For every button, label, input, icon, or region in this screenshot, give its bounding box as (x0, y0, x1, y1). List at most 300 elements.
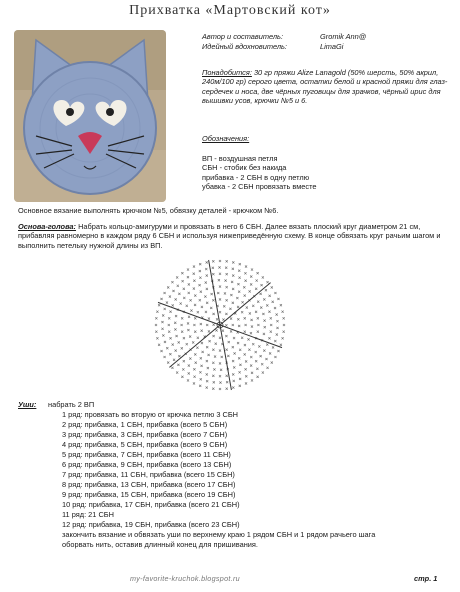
stitch-symbol (251, 372, 253, 374)
stitch-symbol (181, 272, 183, 274)
intro-paragraph: Основное вязание выполнять крючком №5, обвязку деталей - крючком №6. (18, 206, 279, 215)
base-paragraph (18, 222, 450, 250)
stitch-symbol (212, 388, 214, 390)
stitch-symbol (201, 342, 203, 344)
stitch-symbol (172, 290, 174, 292)
stitch-symbol (263, 298, 265, 300)
stitch-symbol (155, 331, 157, 333)
stitch-symbol (237, 306, 239, 308)
stitch-symbol (187, 276, 189, 278)
stitch-symbol (175, 298, 177, 300)
stitch-symbol (226, 260, 228, 262)
stitch-symbol (218, 266, 220, 268)
stitch-symbol (189, 357, 191, 359)
stitch-symbol (155, 317, 157, 319)
stitch-symbol (225, 335, 227, 337)
stitch-symbol (230, 318, 232, 320)
stitch-symbol (219, 286, 221, 288)
base-label: Основа-голова: (18, 222, 77, 231)
stitch-symbol (212, 375, 214, 377)
stitch-symbol (283, 317, 285, 319)
stitch-symbol (255, 311, 257, 313)
legend-item: прибавка - 2 СБН в одну петлю (202, 172, 310, 182)
inspirer-value: LimaGi (320, 42, 344, 51)
stitch-symbol (219, 362, 221, 364)
ears-step: набрать 2 ВП (48, 400, 95, 409)
stitch-symbol (183, 360, 185, 362)
stitch-symbol (169, 311, 171, 313)
stitch-symbol (266, 343, 268, 345)
ears-step: 3 ряд: прибавка, 3 СБН, прибавка (всего 7 СБН) (62, 430, 228, 439)
stitch-symbol (160, 350, 162, 352)
stitch-symbol (232, 373, 234, 375)
stitch-symbol (263, 319, 265, 321)
stitch-symbol (193, 368, 195, 370)
stitch-symbol (199, 263, 201, 265)
stitch-symbol (232, 360, 234, 362)
stitch-symbol (176, 371, 178, 373)
stitch-symbol (232, 324, 234, 326)
stitch-symbol (212, 267, 214, 269)
stitch-symbol (251, 379, 253, 381)
stitch-symbol (194, 331, 196, 333)
stitch-symbol (264, 326, 266, 328)
stitch-symbol (232, 288, 234, 290)
stitch-symbol (168, 324, 170, 326)
stitch-symbol (206, 387, 208, 389)
stitch-symbol (280, 304, 282, 306)
stitch-symbol (194, 304, 196, 306)
stitch-symbol (172, 304, 174, 306)
stitch-symbol (266, 367, 268, 369)
stitch-symbol (166, 347, 168, 349)
author-value: Gromik Ann@ (320, 32, 367, 41)
stitch-symbol (271, 362, 273, 364)
stitch-symbol (163, 356, 165, 358)
stitch-symbol (272, 301, 274, 303)
stitch-symbol (175, 350, 177, 352)
stitch-symbol (250, 319, 252, 321)
stitch-symbol (160, 298, 162, 300)
increase-spoke (209, 260, 220, 325)
stitch-symbol (188, 283, 190, 285)
stitch-symbol (162, 314, 164, 316)
stitch-symbol (244, 331, 246, 333)
stitch-symbol (194, 353, 196, 355)
stitch-symbol (223, 305, 225, 307)
stitch-symbol (176, 276, 178, 278)
stitch-symbol (238, 270, 240, 272)
increase-spoke (220, 325, 231, 390)
stitch-symbol (232, 387, 234, 389)
stitch-symbol (256, 279, 258, 281)
stitch-symbol (232, 274, 234, 276)
stitch-symbol (245, 368, 247, 370)
stitch-symbol (226, 273, 228, 275)
stitch-symbol (208, 318, 210, 320)
stitch-symbol (195, 362, 197, 364)
stitch-symbol (261, 363, 263, 365)
stitch-symbol (238, 325, 240, 327)
stitch-symbol (257, 331, 259, 333)
ears-step: 11 ряд: 21 СБН (62, 510, 114, 519)
stitch-symbol (255, 351, 257, 353)
stitch-symbol (262, 276, 264, 278)
stitch-symbol (193, 376, 195, 378)
stitch-symbol (257, 272, 259, 274)
stitch-symbol (187, 322, 189, 324)
stitch-symbol (213, 335, 215, 337)
stitch-symbol (211, 293, 213, 295)
stitch-symbol (206, 274, 208, 276)
stitch-symbol (171, 367, 173, 369)
stitch-symbol (201, 330, 203, 332)
base-text: Набрать кольцо-амигуруми и провязать в него 6 СБН. Далее вязать плоский круг диаметром 21 см, прибавляя равномерно в каждом ряду 6 СБН и используя нижеприведённую схему. В конце обвязать круг рачьим шагом и выполнить петельку нужной длины из ВП. (18, 222, 441, 250)
stitch-symbol (193, 280, 195, 282)
stitch-symbol (164, 341, 166, 343)
stitch-symbol (214, 356, 216, 358)
stitch-symbol (270, 317, 272, 319)
stitch-symbol (272, 346, 274, 348)
stitch-symbol (241, 337, 243, 339)
stitch-symbol (239, 263, 241, 265)
stitch-symbol (227, 355, 229, 357)
stitch-symbol (226, 286, 228, 288)
stitch-symbol (193, 324, 195, 326)
materials-label: Понадобится: (202, 68, 252, 77)
stitch-symbol (226, 349, 228, 351)
stitch-symbol (230, 294, 232, 296)
stitch-symbol (232, 302, 234, 304)
stitch-symbol (208, 340, 210, 342)
stitch-symbol (246, 306, 248, 308)
stitch-symbol (219, 311, 221, 313)
stitch-symbol (213, 324, 215, 326)
stitch-symbol (182, 280, 184, 282)
ears-step: 6 ряд: прибавка, 9 СБН, прибавка (всего 13 СБН) (62, 460, 232, 469)
stitch-symbol (164, 308, 166, 310)
stitch-symbol (175, 335, 177, 337)
stitch-symbol (269, 295, 271, 297)
ears-label: Уши: (18, 400, 37, 409)
stitch-symbol (168, 317, 170, 319)
stitch-symbol (200, 378, 202, 380)
stitch-symbol (268, 337, 270, 339)
stitch-symbol (244, 272, 246, 274)
stitch-symbol (174, 328, 176, 330)
stitch-symbol (241, 311, 243, 313)
stitch-symbol (222, 330, 224, 332)
stitch-symbol (172, 343, 174, 345)
stitch-symbol (260, 284, 262, 286)
stitch-symbol (276, 333, 278, 335)
stitch-symbol (245, 360, 247, 362)
stitch-symbol (205, 281, 207, 283)
stitch-symbol (263, 350, 265, 352)
page-number: стр. 1 (414, 574, 438, 583)
stitch-symbol (217, 292, 219, 294)
stitch-symbol (212, 349, 214, 351)
stitch-symbol (199, 299, 201, 301)
stitch-symbol (219, 260, 221, 262)
stitch-symbol (239, 378, 241, 380)
stitch-symbol (251, 268, 253, 270)
stitch-symbol (219, 375, 221, 377)
stitch-symbol (208, 330, 210, 332)
stitch-symbol (215, 343, 217, 345)
stitch-symbol (266, 281, 268, 283)
stitch-symbol (233, 337, 235, 339)
stitch-symbol (173, 359, 175, 361)
stitch-symbol (212, 273, 214, 275)
stitch-symbol (276, 320, 278, 322)
stitch-symbol (167, 286, 169, 288)
stitch-symbol (237, 342, 239, 344)
stitch-symbol (282, 337, 284, 339)
stitch-symbol (238, 357, 240, 359)
ears-step: 4 ряд: прибавка, 5 СБН, прибавка (всего 9 СБН) (62, 440, 228, 449)
stitch-symbol (263, 333, 265, 335)
stitch-symbol (156, 337, 158, 339)
stitch-symbol (174, 322, 176, 324)
inspirer-label: Идейный вдохновитель: (202, 42, 287, 51)
legend-item: убавка - 2 СБН провязать вместе (202, 182, 317, 192)
stitch-symbol (250, 276, 252, 278)
stitch-symbol (257, 324, 259, 326)
stitch-symbol (186, 305, 188, 307)
stitch-symbol (180, 302, 182, 304)
stitch-symbol (188, 372, 190, 374)
stitch-symbol (161, 321, 163, 323)
stitch-symbol (265, 289, 267, 291)
stitch-symbol (258, 345, 260, 347)
stitch-symbol (232, 261, 234, 263)
stitch-symbol (166, 302, 168, 304)
stitch-symbol (280, 344, 282, 346)
stitch-symbol (283, 324, 285, 326)
ears-step: 10 ряд: прибавка, 17 СБН, прибавка (всего 21 СБН) (62, 500, 240, 509)
stitch-symbol (206, 261, 208, 263)
stitch-symbol (243, 286, 245, 288)
stitch-symbol (252, 343, 254, 345)
stitch-symbol (251, 325, 253, 327)
stitch-symbol (212, 299, 214, 301)
stitch-symbol (250, 283, 252, 285)
stitch-symbol (237, 318, 239, 320)
stitch-symbol (218, 279, 220, 281)
stitch-symbol (277, 298, 279, 300)
ears-step: 9 ряд: прибавка, 15 СБН, прибавка (всего 19 СБН) (62, 490, 236, 499)
stitch-symbol (193, 288, 195, 290)
stitch-symbol (219, 298, 221, 300)
stitch-symbol (274, 340, 276, 342)
stitch-symbol (250, 365, 252, 367)
stitch-symbol (232, 268, 234, 270)
stitch-symbol (271, 286, 273, 288)
stitch-symbol (189, 299, 191, 301)
stitch-symbol (224, 279, 226, 281)
stitch-symbol (219, 388, 221, 390)
stitch-symbol (202, 351, 204, 353)
stitch-symbol (181, 376, 183, 378)
stitch-symbol (277, 350, 279, 352)
stitch-symbol (194, 294, 196, 296)
stitch-symbol (228, 341, 230, 343)
stitch-symbol (262, 313, 264, 315)
stitch-symbol (206, 373, 208, 375)
stitch-symbol (181, 324, 183, 326)
materials-paragraph (202, 68, 452, 106)
ears-steps (48, 400, 375, 550)
stitch-symbol (276, 313, 278, 315)
stitch-symbol (256, 368, 258, 370)
stitch-symbol (270, 324, 272, 326)
stitch-symbol (212, 362, 214, 364)
stitch-symbol (189, 335, 191, 337)
stitch-symbol (239, 385, 241, 387)
stitch-symbol (199, 277, 201, 279)
stitch-symbol (188, 316, 190, 318)
stitch-symbol (200, 323, 202, 325)
stitch-symbol (269, 352, 271, 354)
crochet-circle-chart (150, 255, 290, 395)
stitch-symbol (219, 350, 221, 352)
stitch-symbol (183, 337, 185, 339)
stitch-symbol (158, 304, 160, 306)
stitch-symbol (244, 344, 246, 346)
stitch-symbol (270, 331, 272, 333)
stitch-symbol (232, 346, 234, 348)
legend-list (202, 154, 452, 192)
increase-spoke (220, 325, 282, 348)
stitch-symbol (188, 292, 190, 294)
stitch-symbol (226, 299, 228, 301)
stitch-symbol (238, 277, 240, 279)
legend-item: СБН - стобик без накида (202, 163, 287, 173)
stitch-symbol (250, 356, 252, 358)
stitch-symbol (201, 306, 203, 308)
stitch-symbol (216, 318, 218, 320)
stitch-symbol (204, 295, 206, 297)
stitch-symbol (193, 265, 195, 267)
stitch-symbol (200, 291, 202, 293)
stitch-symbol (257, 301, 259, 303)
stitch-symbol (255, 288, 257, 290)
stitch-symbol (200, 357, 202, 359)
stitch-symbol (260, 355, 262, 357)
stitch-symbol (220, 369, 222, 371)
stitch-symbol (196, 347, 198, 349)
stitch-symbol (237, 283, 239, 285)
stitch-symbol (177, 364, 179, 366)
stitch-symbol (199, 270, 201, 272)
stitch-symbol (257, 317, 259, 319)
stitch-symbol (169, 353, 171, 355)
ears-step: 2 ряд: прибавка, 1 СБН, прибавка (всего 5 СБН) (62, 420, 228, 429)
stitch-symbol (219, 337, 221, 339)
ears-step: 1 ряд: провязать во вторую от крючка петлю 3 СБН (62, 410, 239, 419)
ears-step: 8 ряд: прибавка, 13 СБН, прибавка (всего 17 СБН) (62, 480, 236, 489)
stitch-symbol (265, 358, 267, 360)
stitch-symbol (274, 307, 276, 309)
stitch-symbol (158, 344, 160, 346)
stitch-symbol (245, 265, 247, 267)
stitch-symbol (198, 284, 200, 286)
stitch-symbol (244, 353, 246, 355)
stitch-symbol (175, 315, 177, 317)
stitch-symbol (181, 347, 183, 349)
stitch-symbol (225, 324, 227, 326)
stitch-symbol (233, 352, 235, 354)
stitch-symbol (206, 302, 208, 304)
stitch-symbol (238, 371, 240, 373)
stitch-symbol (245, 280, 247, 282)
stitch-symbol (210, 307, 212, 309)
stitch-symbol (183, 288, 185, 290)
legend-title: Обозначения: (202, 134, 250, 143)
ears-step: 12 ряд: прибавка, 19 СБН, прибавка (всего 23 СБН) (62, 520, 240, 529)
stitch-symbol (206, 360, 208, 362)
stitch-symbol (222, 319, 224, 321)
stitch-symbol (252, 305, 254, 307)
stitch-symbol (181, 317, 183, 319)
stitch-symbol (169, 296, 171, 298)
stitch-symbol (238, 291, 240, 293)
legend-item: ВП - воздушная петля (202, 154, 278, 163)
page-title: Прихватка «Мартовский кот» (129, 3, 331, 18)
stitch-symbol (250, 332, 252, 334)
stitch-symbol (226, 381, 228, 383)
stitch-symbol (260, 307, 262, 309)
stitch-symbol (241, 301, 243, 303)
stitch-symbol (248, 349, 250, 351)
increase-spoke (158, 302, 220, 325)
stitch-symbol (225, 313, 227, 315)
stitch-symbol (208, 354, 210, 356)
stitch-symbol (193, 382, 195, 384)
stitch-symbol (247, 338, 249, 340)
stitch-symbol (244, 294, 246, 296)
stitch-symbol (187, 268, 189, 270)
stitch-symbol (187, 329, 189, 331)
stitch-symbol (177, 285, 179, 287)
stitch-symbol (226, 375, 228, 377)
stitch-symbol (200, 365, 202, 367)
cat-potholder-illustration (14, 30, 166, 202)
stitch-symbol (224, 292, 226, 294)
stitch-symbol (257, 376, 259, 378)
stitch-symbol (206, 324, 208, 326)
stitch-symbol (197, 311, 199, 313)
stitch-symbol (249, 290, 251, 292)
stitch-symbol (193, 273, 195, 275)
stitch-symbol (213, 368, 215, 370)
stitch-symbol (276, 327, 278, 329)
stitch-symbol (181, 331, 183, 333)
stitch-symbol (255, 360, 257, 362)
stitch-symbol (206, 288, 208, 290)
stitch-symbol (205, 311, 207, 313)
stitch-symbol (239, 364, 241, 366)
stitch-symbol (230, 330, 232, 332)
stitch-symbol (156, 311, 158, 313)
stitch-symbol (163, 292, 165, 294)
stitch-symbol (229, 308, 231, 310)
stitch-symbol (161, 328, 163, 330)
stitch-symbol (219, 273, 221, 275)
stitch-symbol (221, 356, 223, 358)
author-label: Автор и составитель: (202, 32, 283, 41)
